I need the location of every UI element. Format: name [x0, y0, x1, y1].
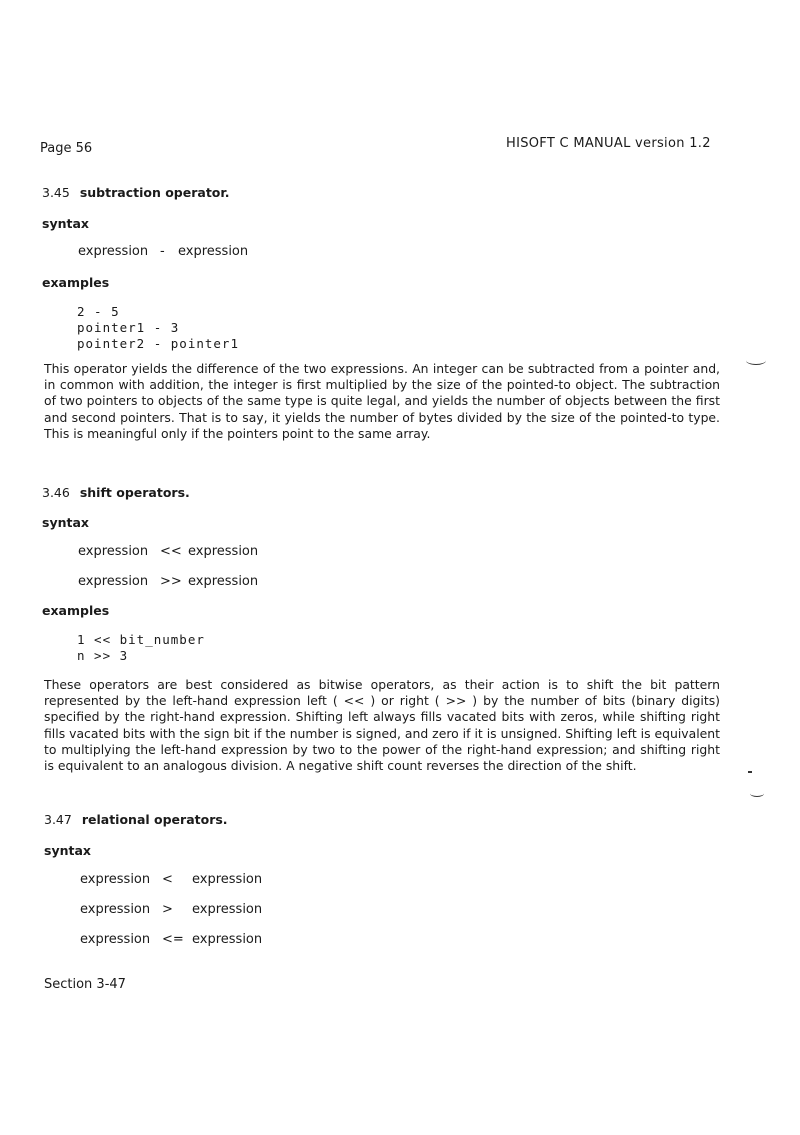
- syntax-line: [80, 902, 262, 917]
- section-number: 3.47: [44, 812, 72, 827]
- syntax-left: expression: [78, 574, 149, 589]
- syntax-left: expression: [80, 932, 151, 947]
- syntax-operator: >>: [160, 574, 182, 589]
- syntax-right: expression: [188, 574, 259, 589]
- example-line: pointer1 - 3: [77, 320, 180, 335]
- example-line: n >> 3: [77, 648, 129, 663]
- section-number: 3.46: [42, 485, 70, 500]
- section-title: relational operators.: [81, 812, 228, 827]
- section-3-45-heading: [42, 185, 230, 200]
- syntax-label: syntax: [42, 216, 89, 231]
- section-3-46-paragraph: These operators are best considered as bitwise operators, as their action is to shift the bit pattern represented by the left-hand expression left ( << ) or right ( >> ) by the number of bits (binary digits) specified by the right-hand expression. Shifting left always fills vacated bits with zeros, while shifting right fills vacated bits with the sign bit if the number is signed, and zero if it is unsigned. Shifting left is equivalent to multiplying the left-hand expression by two to the power of the right-hand expression; and shifting right is equivalent to an analogous division. A negative shift count reverses the direction of the shift.: [44, 677, 720, 774]
- manual-title: HISOFT C MANUAL version 1.2: [506, 136, 711, 151]
- syntax-line: [78, 244, 248, 259]
- margin-scan-dot: [748, 771, 752, 773]
- syntax-left: expression: [78, 244, 149, 259]
- syntax-operator: >: [162, 902, 173, 917]
- syntax-line: [78, 574, 258, 589]
- section-title: subtraction operator.: [79, 185, 230, 200]
- margin-scan-mark: [746, 356, 766, 365]
- syntax-right: expression: [192, 902, 263, 917]
- syntax-operator: <=: [162, 932, 184, 947]
- syntax-right: expression: [178, 244, 249, 259]
- section-title: shift operators.: [79, 485, 190, 500]
- syntax-operator: <<: [160, 544, 182, 559]
- syntax-line: [78, 544, 258, 559]
- syntax-left: expression: [80, 902, 151, 917]
- section-3-47-heading: [44, 812, 228, 827]
- section-3-46-heading: [42, 485, 190, 500]
- syntax-left: expression: [80, 872, 151, 887]
- example-line: pointer2 - pointer1: [77, 336, 239, 351]
- syntax-operator: -: [160, 244, 165, 259]
- example-line: 2 - 5: [77, 304, 120, 319]
- syntax-line: [80, 932, 262, 947]
- syntax-right: expression: [188, 544, 259, 559]
- syntax-right: expression: [192, 872, 263, 887]
- syntax-label: syntax: [44, 843, 91, 858]
- examples-label: examples: [42, 275, 110, 290]
- section-number: 3.45: [42, 185, 70, 200]
- example-line: 1 << bit_number: [77, 632, 205, 647]
- syntax-label: syntax: [42, 515, 89, 530]
- syntax-line: [80, 872, 262, 887]
- syntax-left: expression: [78, 544, 149, 559]
- syntax-right: expression: [192, 932, 263, 947]
- syntax-operator: <: [162, 872, 173, 887]
- footer-section-label: Section 3-47: [44, 977, 126, 992]
- margin-scan-mark: [750, 790, 764, 797]
- examples-label: examples: [42, 603, 110, 618]
- section-3-45-paragraph: This operator yields the difference of the two expressions. An integer can be subtracted from a pointer and, in common with addition, the integer is first multiplied by the size of the pointed-to object. The subtraction of two pointers to objects of the same type is quite legal, and yields the number of objects between the first and second pointers. That is to say, it yields the number of bytes divided by the size of the pointed-to type. This is meaningful only if the pointers point to the same array.: [44, 361, 720, 441]
- page-number: Page 56: [40, 141, 93, 156]
